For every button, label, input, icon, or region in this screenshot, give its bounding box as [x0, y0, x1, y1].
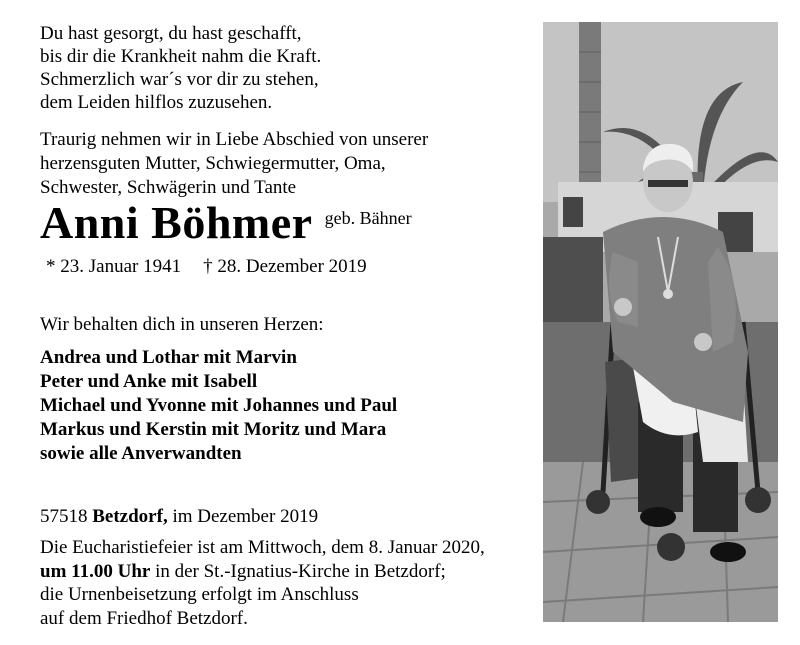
intro-line: herzensguten Mutter, Schwiegermutter, Oma,: [40, 153, 386, 174]
town: Betzdorf,: [92, 506, 168, 527]
intro-text: [40, 128, 428, 200]
birth-date: * 23. Januar 1941: [46, 256, 182, 277]
poem-line: bis dir die Krankheit nahm die Kraft.: [40, 46, 322, 67]
poem: [40, 22, 540, 114]
poem-line: Du hast gesorgt, du hast geschafft,: [40, 23, 302, 44]
service-line: Die Eucharistiefeier ist am Mittwoch, dem 8. Januar 2020,: [40, 537, 485, 558]
deceased-name-row: [40, 196, 412, 249]
family-line: Andrea und Lothar mit Marvin: [40, 347, 297, 368]
family-line: Michael und Yvonne mit Johannes und Paul: [40, 395, 398, 416]
service-info: [40, 536, 485, 630]
family-line: sowie alle Anverwandten: [40, 443, 242, 464]
service-church: in der St.-Ignatius-Kirche in Betzdorf;: [150, 560, 446, 582]
service-line: auf dem Friedhof Betzdorf.: [40, 607, 248, 629]
poem-line: dem Leiden hilflos zuzusehen.: [40, 92, 273, 113]
service-time: um 11.00 Uhr: [40, 560, 151, 582]
place-date-line: [40, 506, 318, 528]
postal-code: 57518: [40, 506, 88, 527]
family-list: [40, 346, 397, 466]
birth-name: geb. Bähner: [324, 208, 412, 228]
deceased-name: Anni Böhmer: [40, 197, 313, 248]
death-date: † 28. Dezember 2019: [203, 256, 367, 277]
family-line: Markus und Kerstin mit Moritz und Mara: [40, 419, 387, 440]
portrait-photo: [543, 22, 778, 622]
family-line: Peter und Anke mit Isabell: [40, 371, 258, 392]
intro-line: Traurig nehmen wir in Liebe Abschied von unserer: [40, 129, 429, 150]
poem-line: Schmerzlich war´s vor dir zu stehen,: [40, 69, 319, 90]
intro-line: Schwester, Schwägerin und Tante: [40, 177, 297, 198]
service-line: die Urnenbeisetzung erfolgt im Anschluss: [40, 584, 359, 605]
life-dates: [46, 256, 367, 278]
place-date: im Dezember 2019: [172, 506, 319, 527]
keep-in-heart-line: Wir behalten dich in unseren Herzen:: [40, 314, 324, 335]
service-line: [40, 560, 485, 584]
